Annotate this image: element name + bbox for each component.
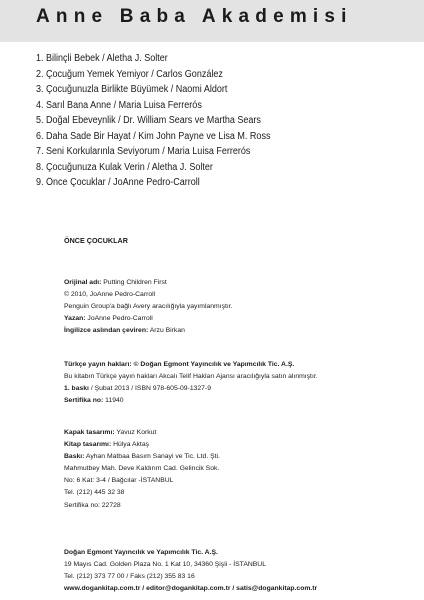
production-block <box>64 427 220 512</box>
book-design-value: Hülya Aktaş <box>111 441 149 449</box>
original-title-value: Putting Children First <box>101 279 167 286</box>
printer-phone: Tel. (212) 445 32 38 <box>64 489 125 497</box>
publisher-block <box>64 547 317 595</box>
book-title: ÖNCE ÇOCUKLAR <box>64 236 128 245</box>
copyright-line: © 2010, JoAnne Pedro-Carroll <box>64 291 156 299</box>
rights-note: Bu kitabın Türkçe yayın hakları Akcalı Telif Hakları Ajansı aracılığıyla satın alınmıştır. <box>64 373 318 381</box>
print-label: Baskı: <box>64 453 85 461</box>
cover-design-line <box>64 427 220 439</box>
rights-line: Türkçe yayın hakları: © Doğan Egmont Yayıncılık ve Yapımcılık Tic. A.Ş. <box>64 361 295 368</box>
print-value: Ayhan Matbaa Basım Sanayi ve Tic. Ltd. Şti. <box>84 453 220 461</box>
cover-design-value: Yavuz Korkut <box>114 429 157 436</box>
publisher-address: 19 Mayıs Cad. Golden Plaza No. 1 Kat 10, 34360 Şişli - İSTANBUL <box>64 561 266 569</box>
certificate-label: Sertifika no: <box>64 397 104 405</box>
list-item: 6. Daha Sade Bir Hayat / Kim John Payne ve Lisa M. Ross <box>36 130 271 142</box>
book-design-label: Kitap tasarımı: <box>64 441 112 449</box>
edition-value: / Şubat 2013 / ISBN 978-605-09-1327-9 <box>88 385 211 393</box>
series-book-list <box>36 51 291 191</box>
publisher-phone: Tel. (212) 373 77 00 / Faks (212) 355 83 16 <box>64 573 195 581</box>
original-title-line <box>64 277 233 289</box>
list-item: 4. Sarıl Bana Anne / Maria Luisa Ferrerós <box>36 99 202 111</box>
original-info-block <box>64 277 233 337</box>
publisher-note: Penguin Group'a bağlı Avery aracılığıyla yayımlanmıştır. <box>64 303 233 311</box>
list-item: 3. Çocuğunuzla Birlikte Büyümek / Naomi Aldort <box>36 84 228 95</box>
printer-certificate: Sertifika no: 22728 <box>64 501 121 509</box>
list-item: 9. Önce Çocuklar / JoAnne Pedro-Carroll <box>36 177 200 188</box>
publisher-web-links[interactable]: www.dogankitap.com.tr / editor@dogankitap.com.tr / satis@dogankitap.com.tr <box>64 585 318 593</box>
cover-design-label: Kapak tasarımı: <box>64 429 115 436</box>
list-item: 5. Doğal Ebeveynlik / Dr. William Sears ve Martha Sears <box>36 115 261 126</box>
list-item: 8. Çocuğunuza Kulak Verin / Aletha J. Solter <box>36 161 213 173</box>
printer-address-2: No: 6 Kat: 3-4 / Bağcılar -İSTANBUL <box>64 477 174 485</box>
rights-block <box>64 359 318 407</box>
original-title-label: Orijinal adı: <box>64 279 102 286</box>
series-title: Anne Baba Akademisi <box>36 6 353 27</box>
print-line <box>64 451 220 463</box>
certificate-line <box>64 395 318 407</box>
series-header-band <box>0 0 424 42</box>
printer-address-1: Mahmutbey Mah. Deve Kaldırım Cad. Gelincik Sok. <box>64 465 220 473</box>
list-item: 1. Bilinçli Bebek / Aletha J. Solter <box>36 53 168 64</box>
author-line <box>64 313 233 325</box>
edition-line <box>64 383 318 395</box>
author-label: Yazan: <box>64 315 86 323</box>
translator-value: Arzu Birkan <box>148 327 185 335</box>
certificate-value: 11940 <box>103 397 124 405</box>
edition-label: 1. baskı <box>64 385 89 393</box>
author-value: JoAnne Pedro-Carroll <box>85 315 153 323</box>
publisher-name: Doğan Egmont Yayıncılık ve Yapımcılık Tic. A.Ş. <box>64 549 218 556</box>
translator-label: İngilizce aslından çeviren: <box>64 327 149 335</box>
list-item: 7. Seni Korkularınla Seviyorum / Maria Luisa Ferrerós <box>36 146 251 157</box>
list-item: 2. Çocuğum Yemek Yemiyor / Carlos González <box>36 68 223 80</box>
book-design-line <box>64 439 220 451</box>
translator-line <box>64 325 233 337</box>
